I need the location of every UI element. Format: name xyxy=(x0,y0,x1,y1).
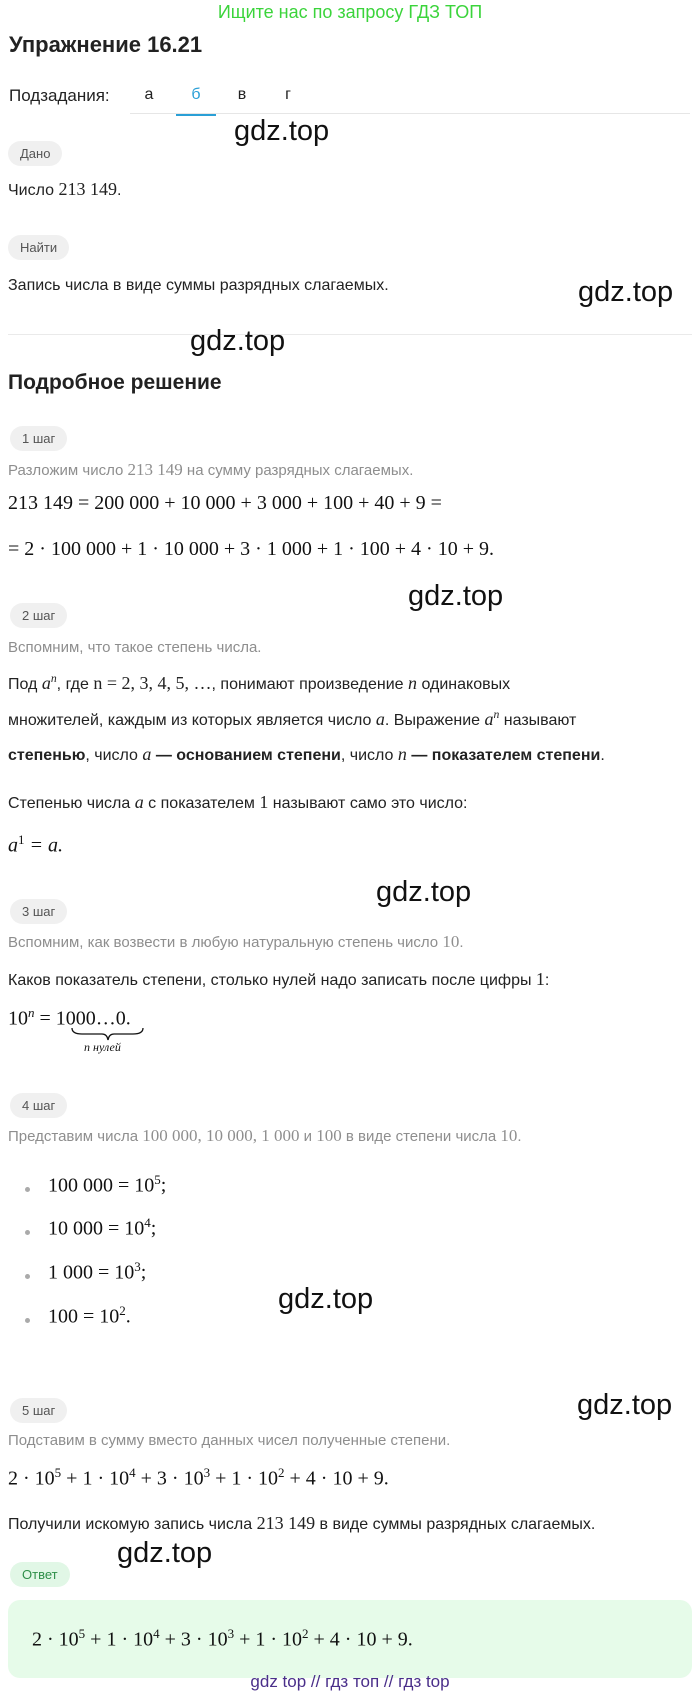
watermark: gdz.top xyxy=(408,580,504,612)
step4-pill: 4 шаг xyxy=(10,1093,67,1118)
watermark: gdz.top xyxy=(376,876,472,908)
step5-pill: 5 шаг xyxy=(10,1398,67,1423)
tab-b[interactable]: б xyxy=(176,86,216,116)
search-banner: Ищите нас по запросу ГДЗ ТОП xyxy=(217,2,483,22)
step1-hint: Разложим число 213 149 на сумму разрядных слагаемых. xyxy=(8,460,414,479)
tab-a[interactable]: а xyxy=(144,86,154,103)
tab-g[interactable]: г xyxy=(285,86,291,103)
step2-hint: Вспомним, что такое степень числа. xyxy=(8,639,262,656)
watermark: gdz.top xyxy=(578,276,674,308)
divider xyxy=(8,334,692,335)
given-text: Число 213 149. xyxy=(8,179,122,199)
step3-formula: $10^n$ = 1000…0. xyxy=(8,1005,131,1030)
list-bullet xyxy=(25,1187,30,1192)
watermark: gdz.top xyxy=(190,325,286,357)
list-item: 1 $000 = 10^3$; xyxy=(48,1259,147,1284)
page-title: Упражнение 16.21 xyxy=(9,32,203,57)
given-pill: Дано xyxy=(8,141,62,166)
step2-para-line1: Под $a^n$, где n = 2, 3, 4, 5, …, понимают произведение n одинаковых xyxy=(8,672,511,693)
step3-text: Каков показатель степени, столько нулей надо записать после цифры 1: xyxy=(8,969,550,989)
answer-eq: $2 \cdot 10^5 + 1 \cdot 10^4 + 3 \cdot 10^3 + 1 \cdot 10^2 + 4 \cdot 10 + 9$. xyxy=(32,1626,413,1651)
solution-heading: Подробное решение xyxy=(8,371,222,394)
find-text: Запись числа в виде суммы разрядных слагаемых. xyxy=(8,277,389,294)
step1-pill: 1 шаг xyxy=(10,426,67,451)
list-bullet xyxy=(25,1230,30,1235)
step5-result: Получили искомую запись числа 213 149 в виде суммы разрядных слагаемых. xyxy=(8,1513,596,1533)
watermark: gdz.top xyxy=(234,115,330,147)
step1-eq2: = 2 · 100 000 + 1 · 10 000 + 3 · 1 000 + 1 · 100 + 4 · 10 + 9. xyxy=(8,538,494,560)
step2-para-line4: Степенью числа a с показателем 1 называют само это число: xyxy=(8,792,468,812)
step5-eq: $2 \cdot 10^5 + 1 \cdot 10^4 + 3 \cdot 10^3 + 1 \cdot 10^2 + 4 \cdot 10 + 9$. xyxy=(8,1465,389,1490)
find-pill: Найти xyxy=(8,235,69,260)
step2-formula: $a^1 = a$. xyxy=(8,832,63,857)
step2-para-line2: множителей, каждым из которых является число a. Выражение $a^n$ называют xyxy=(8,708,577,729)
brace-label: n нулей xyxy=(84,1040,121,1054)
step3-pill: 3 шаг xyxy=(10,899,67,924)
list-item: $100 = 10^2$. xyxy=(48,1303,131,1328)
footer-links[interactable]: gdz top // гдз топ // гдз top xyxy=(250,1672,450,1691)
step3-hint: Вспомним, как возвести в любую натуральную степень число 10. xyxy=(8,932,464,951)
step2-para-line3: степенью, число a — основанием степени, число n — показателем степени. xyxy=(8,744,605,764)
list-item: 100 $000 = 10^5$; xyxy=(48,1172,167,1197)
watermark: gdz.top xyxy=(278,1283,374,1315)
step4-hint: Представим числа 100 000, 10 000, 1 000 и 100 в виде степени числа 10. xyxy=(8,1126,522,1145)
watermark: gdz.top xyxy=(577,1389,673,1421)
list-bullet xyxy=(25,1274,30,1279)
subtasks-label: Подзадания: xyxy=(9,86,110,105)
step2-pill: 2 шаг xyxy=(10,603,67,628)
list-item: 10 $000 = 10^4$; xyxy=(48,1215,157,1240)
step1-eq1: 213 149 = 200 000 + 10 000 + 3 000 + 100 + 40 + 9 = xyxy=(8,492,442,514)
answer-pill: Ответ xyxy=(10,1562,70,1587)
list-bullet xyxy=(25,1318,30,1323)
watermark: gdz.top xyxy=(117,1537,213,1569)
step5-hint: Подставим в сумму вместо данных чисел полученные степени. xyxy=(8,1432,451,1449)
underbrace-icon xyxy=(70,1027,145,1041)
tab-v[interactable]: в xyxy=(237,86,247,103)
